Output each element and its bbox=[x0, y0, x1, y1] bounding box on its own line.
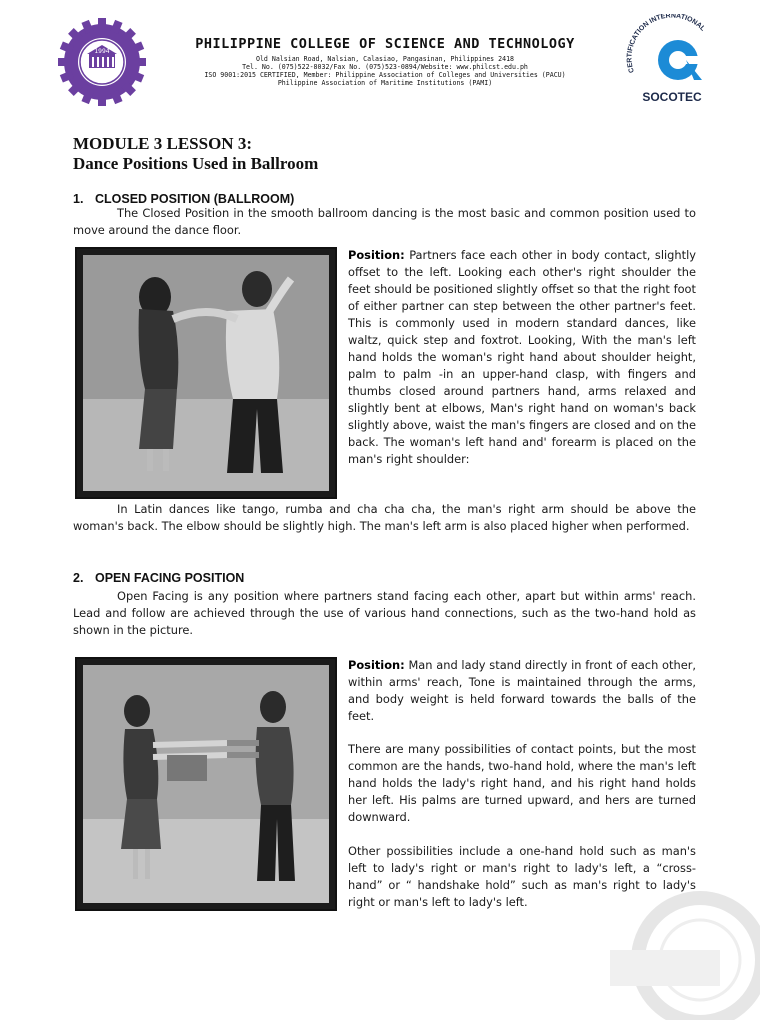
section1-position-label: Position: bbox=[348, 248, 405, 262]
section1-heading bbox=[73, 192, 294, 206]
open-facing-position-photo bbox=[75, 657, 337, 911]
section1-number: 1. bbox=[73, 192, 84, 206]
section2-heading bbox=[73, 571, 244, 585]
pami-membership: Philippine Association of Maritime Institutions (PAMI) bbox=[277, 79, 493, 87]
socotec-brand: SOCOTEC bbox=[642, 90, 702, 104]
section2-number: 2. bbox=[73, 571, 84, 585]
school-name: PHILIPPINE COLLEGE OF SCIENCE AND TECHNOLOGY bbox=[195, 36, 575, 52]
section2-other-possibilities: Other possibilities include a one-hand hold such as man's left to lady's right or man's right to lady's left, a “cross-hand” or “ handshake hold” such as man's right to lady's right or man's left to lady's left. bbox=[348, 844, 696, 909]
section1-position bbox=[348, 247, 696, 468]
socotec-certification-logo bbox=[624, 14, 720, 108]
iso-certification: ISO 9001:2015 CERTIFIED, Member: Philippine Association of Colleges and Universities (PACU) bbox=[204, 71, 566, 79]
closed-position-photo bbox=[75, 247, 337, 499]
section2-position-text: Man and lady stand directly in front of each other, within arms' reach, Tone is maintained through the arms, and body weight is held forward towards the balls of the feet. bbox=[348, 658, 697, 723]
module-title: MODULE 3 LESSON 3: bbox=[73, 134, 252, 153]
section1-heading-text: CLOSED POSITION (BALLROOM) bbox=[95, 192, 295, 206]
school-address: Old Nalsian Road, Nalsian, Calasiao, Pangasinan, Philippines 2418 bbox=[255, 55, 515, 63]
section2-intro: Open Facing is any position where partners stand facing each other, apart but within arms' reach. Lead and follow are achieved through the use of various hand connections, such as the two-hand hold as shown in the picture. bbox=[73, 589, 696, 637]
cert-arc-text: CERTIFICATION INTERNATIONAL bbox=[626, 14, 707, 74]
section1-intro: The Closed Position in the smooth ballroom dancing is the most basic and common position used to move around the dance floor. bbox=[73, 206, 696, 237]
college-seal-logo bbox=[58, 18, 146, 106]
section2-contact-points: There are many possibilities of contact points, but the most common are the hands, two-hand hold, where the man's left hand holds the lady's right hand, and his right hand holds her left. His palms are turned upward, and hers are turned downward. bbox=[348, 742, 696, 824]
section1-latin: In Latin dances like tango, rumba and cha cha cha, the man's right arm should be above the woman's back. The elbow should be slightly high. The man's left arm is also placed higher when performed. bbox=[73, 502, 696, 533]
school-contact: Tel. No. (075)522-8032/Fax No. (075)523-0894/Website: www.philcst.edu.ph bbox=[242, 63, 528, 71]
seal-year: 1994 bbox=[94, 48, 110, 55]
section2-position bbox=[348, 657, 696, 725]
lesson-title: Dance Positions Used in Ballroom bbox=[73, 154, 319, 173]
section1-position-text: Partners face each other in body contact, slightly offset to the left. Looking each other's right shoulder the feet should be positioned slightly offset so that the right foot of either partner can step between the other partner's feet. This is commonly used in modern standard dances, like waltz, quick step and foxtrot. Looking, With the man's left hand holds the woman's right hand about shoulder height, palm to palm -in an upper-hand clasp, with fingers and thumbs closed around partners hand, arms relaxed and slightly bent at elbows, Man's right hand on woman's back slightly above, waist the man's fingers are closed and on the back. The woman's left hand and' forearm is placed on the man's right shoulder: bbox=[348, 248, 696, 466]
section2-position-label: Position: bbox=[348, 658, 405, 672]
section2-heading-text: OPEN FACING POSITION bbox=[95, 571, 245, 585]
letterhead bbox=[140, 36, 630, 87]
